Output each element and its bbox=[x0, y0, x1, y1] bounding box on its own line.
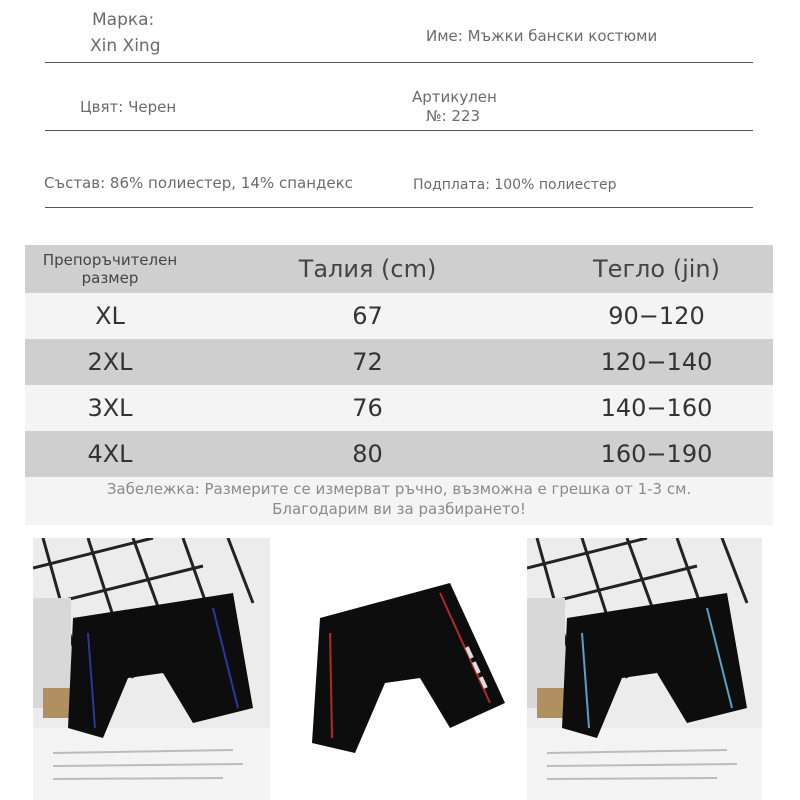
color-info: Цвят: Черен bbox=[80, 98, 177, 116]
weight-cell: 90−120 bbox=[608, 302, 705, 330]
size-cell: 3XL bbox=[87, 394, 133, 422]
composition-info: Състав: 86% полиестер, 14% спандекс bbox=[44, 174, 353, 192]
divider-1 bbox=[45, 62, 753, 63]
product-photo-red bbox=[290, 538, 512, 800]
product-name: Име: Мъжки бански костюми bbox=[426, 27, 658, 45]
note-line-2: Благодарим ви за разбирането! bbox=[272, 500, 526, 518]
size-table-header bbox=[25, 245, 773, 293]
header-waist: Талия (cm) bbox=[298, 255, 437, 283]
table-row bbox=[25, 385, 773, 431]
size-cell: 2XL bbox=[87, 348, 133, 376]
size-cell: XL bbox=[95, 302, 125, 330]
table-row bbox=[25, 293, 773, 339]
product-photo-light-blue bbox=[527, 538, 762, 800]
size-cell: 4XL bbox=[87, 440, 133, 468]
header-size: Препоръчителен размер bbox=[42, 251, 178, 287]
brand-label: Марка: bbox=[92, 10, 155, 30]
table-row bbox=[25, 339, 773, 385]
table-row bbox=[25, 431, 773, 477]
weight-cell: 160−190 bbox=[600, 440, 713, 468]
size-table bbox=[25, 245, 773, 525]
product-photo-blue bbox=[33, 538, 270, 800]
divider-3 bbox=[45, 207, 753, 208]
size-note bbox=[25, 477, 773, 525]
weight-cell: 140−160 bbox=[600, 394, 713, 422]
waist-cell: 67 bbox=[352, 302, 383, 330]
weight-cell: 120−140 bbox=[600, 348, 713, 376]
lining-info: Подплата: 100% полиестер bbox=[413, 177, 617, 193]
article-label: Артикулен bbox=[412, 88, 497, 106]
brand-value: Xin Xing bbox=[90, 36, 161, 56]
waist-cell: 80 bbox=[352, 440, 383, 468]
header-weight: Тегло (jin) bbox=[593, 255, 720, 283]
waist-cell: 76 bbox=[352, 394, 383, 422]
note-line-1: Забележка: Размерите се измерват ръчно, възможна е грешка от 1-3 см. bbox=[106, 480, 692, 498]
waist-cell: 72 bbox=[352, 348, 383, 376]
article-number: №: 223 bbox=[426, 107, 481, 125]
divider-2 bbox=[45, 130, 753, 131]
